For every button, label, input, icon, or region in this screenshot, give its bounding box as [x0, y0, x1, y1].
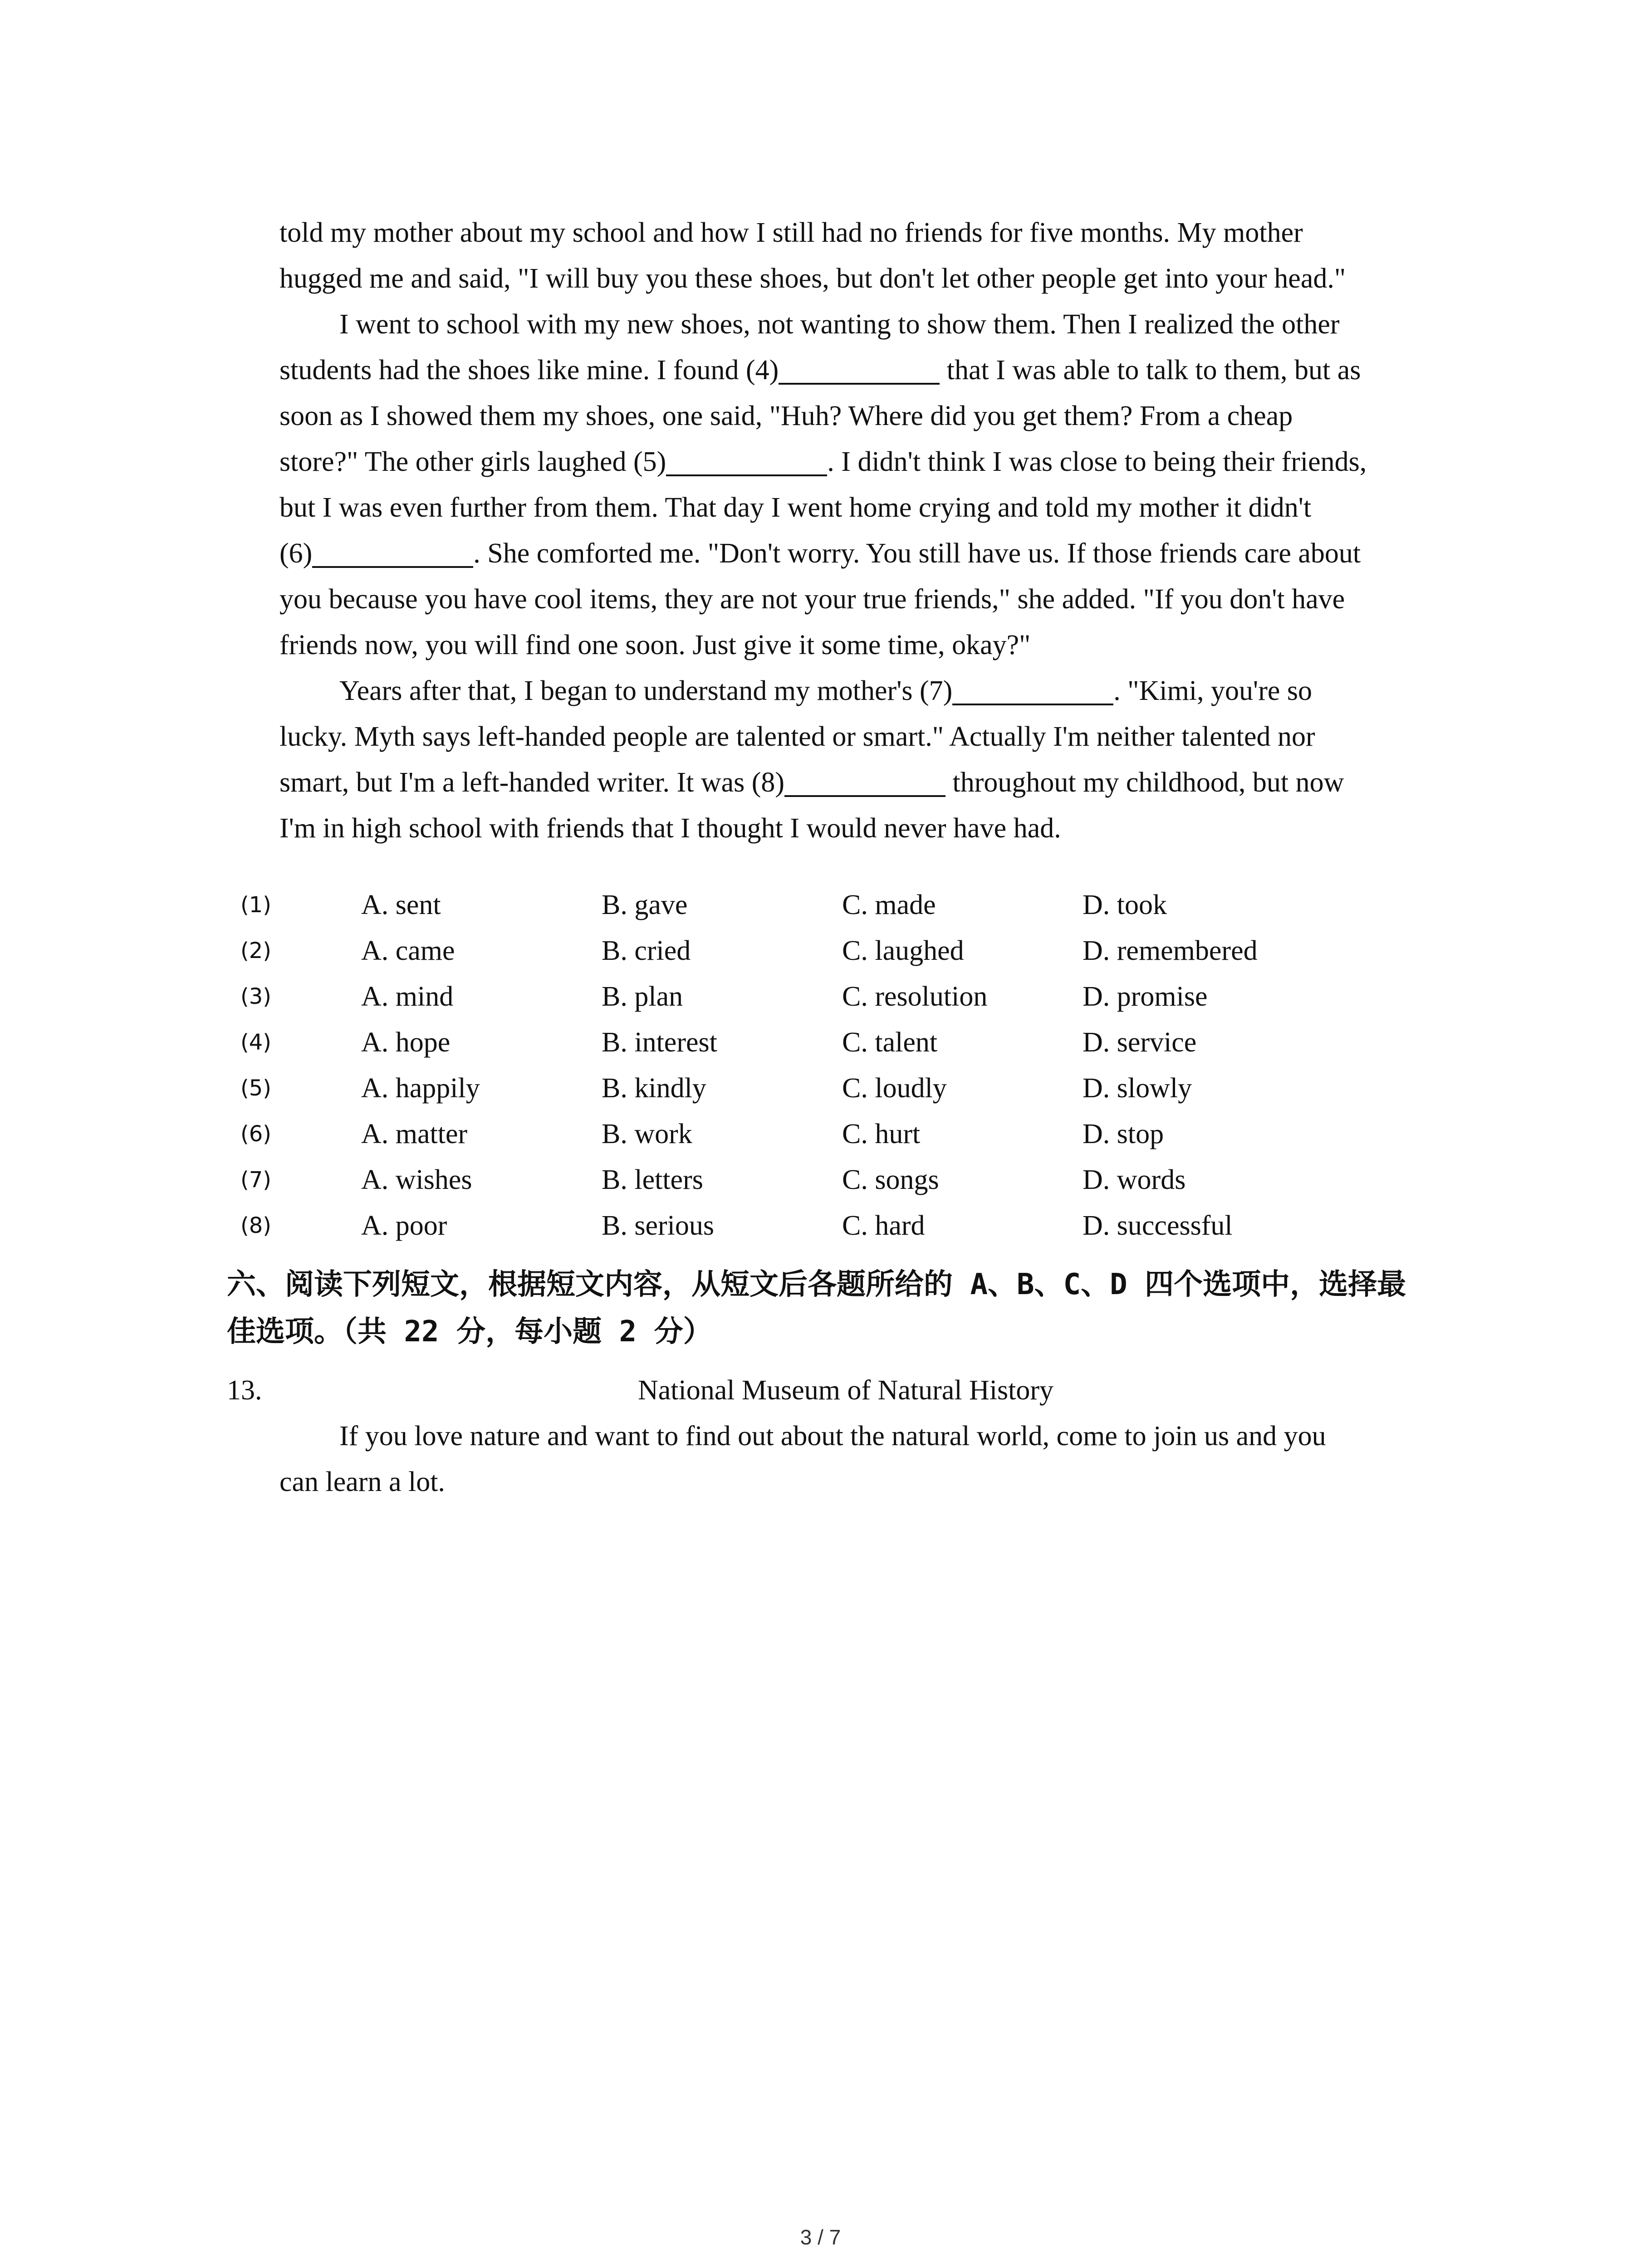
option-row [240, 1203, 1323, 1249]
option-d: D. words [1083, 1164, 1186, 1195]
option-c: C. laughed [842, 935, 964, 966]
passage-line: smart, but I'm a left-handed writer. It was (8) throughout my childhood, but now [279, 767, 1344, 798]
option-a: A. hope [361, 1027, 451, 1058]
option-d: D. remembered [1083, 935, 1258, 966]
option-c: C. made [842, 890, 936, 920]
passage [279, 210, 1459, 851]
article-title: National Museum of Natural History [638, 1375, 1054, 1406]
question-number: (2) [240, 938, 271, 963]
option-c: C. hard [842, 1210, 925, 1241]
passage-line: store?" The other girls laughed (5) . I didn't think I was close to being their friends, [279, 446, 1367, 477]
blank-8 [784, 769, 945, 797]
question-number: (4) [240, 1030, 271, 1055]
option-row [240, 1157, 1323, 1203]
option-b: B. plan [602, 981, 683, 1012]
section-heading [227, 1261, 1452, 1355]
option-a: A. happily [361, 1073, 480, 1104]
option-b: B. interest [602, 1027, 717, 1058]
option-b: B. cried [602, 935, 691, 966]
option-row [240, 928, 1323, 974]
option-c: C. hurt [842, 1119, 921, 1149]
passage-line: I went to school with my new shoes, not wanting to show them. Then I realized the other [339, 309, 1340, 340]
page-indicator: 3 / 7 [800, 2225, 841, 2249]
section-heading-line: 佳选项。（共 22 分，每小题 2 分） [227, 1315, 712, 1349]
option-row [240, 882, 1323, 928]
option-row [240, 1066, 1323, 1111]
question-number: (3) [240, 984, 271, 1009]
blank-7 [952, 677, 1113, 705]
option-row [240, 1020, 1323, 1066]
option-d: D. stop [1083, 1119, 1164, 1149]
section-heading-line: 六、阅读下列短文，根据短文内容，从短文后各题所给的 A、B、C、D 四个选项中，选择最 [227, 1268, 1406, 1301]
option-b: B. gave [602, 890, 688, 920]
question-number: (1) [240, 892, 271, 918]
passage-line: you because you have cool items, they are not your true friends," she added. "If you don't have [279, 584, 1345, 615]
passage-line: but I was even further from them. That day I went home crying and told my mother it didn't [279, 492, 1312, 523]
passage-line: I'm in high school with friends that I thought I would never have had. [279, 813, 1061, 844]
option-c: C. resolution [842, 981, 988, 1012]
option-row [240, 1111, 1323, 1157]
option-c: C. songs [842, 1164, 939, 1195]
question-13-number: 13. [227, 1375, 262, 1406]
option-a: A. poor [361, 1210, 447, 1241]
blank-6 [312, 540, 473, 568]
option-a: A. wishes [361, 1164, 472, 1195]
passage-line: lucky. Myth says left-handed people are talented or smart." Actually I'm neither talented nor [279, 721, 1315, 752]
option-d: D. slowly [1083, 1073, 1192, 1104]
option-a: A. mind [361, 981, 454, 1012]
option-a: A. sent [361, 890, 441, 920]
option-b: B. work [602, 1119, 692, 1149]
question-number: (7) [240, 1167, 271, 1193]
question-number: (5) [240, 1075, 271, 1101]
options-list [240, 882, 1323, 1249]
option-d: D. took [1083, 890, 1167, 920]
option-a: A. came [361, 935, 455, 966]
option-d: D. service [1083, 1027, 1197, 1058]
passage-line: told my mother about my school and how I still had no friends for five months. My mother [279, 217, 1303, 248]
passage-line: friends now, you will find one soon. Just give it some time, okay?" [279, 630, 1031, 660]
question-number: (6) [240, 1121, 271, 1147]
passage-line: (6) . She comforted me. "Don't worry. You still have us. If those friends care about [279, 538, 1361, 569]
option-a: A. matter [361, 1119, 468, 1149]
passage-line: Years after that, I began to understand my mother's (7) . "Kimi, you're so [339, 675, 1313, 706]
option-b: B. kindly [602, 1073, 706, 1104]
blank-5 [666, 448, 827, 476]
option-c: C. talent [842, 1027, 938, 1058]
option-d: D. promise [1083, 981, 1208, 1012]
option-c: C. loudly [842, 1073, 947, 1104]
article-body [279, 1413, 1459, 1505]
passage-line: students had the shoes like mine. I found (4) that I was able to talk to them, but as [279, 355, 1361, 386]
option-b: B. serious [602, 1210, 714, 1241]
passage-line: soon as I showed them my shoes, one said, "Huh? Where did you get them? From a cheap [279, 401, 1293, 431]
question-number: (8) [240, 1213, 271, 1238]
passage-line: hugged me and said, "I will buy you these shoes, but don't let other people get into your head." [279, 263, 1346, 294]
blank-4 [779, 357, 940, 385]
option-d: D. successful [1083, 1210, 1233, 1241]
option-row [240, 974, 1323, 1020]
article-line: If you love nature and want to find out about the natural world, come to join us and you [339, 1421, 1326, 1452]
article-line: can learn a lot. [279, 1466, 445, 1497]
option-b: B. letters [602, 1164, 703, 1195]
